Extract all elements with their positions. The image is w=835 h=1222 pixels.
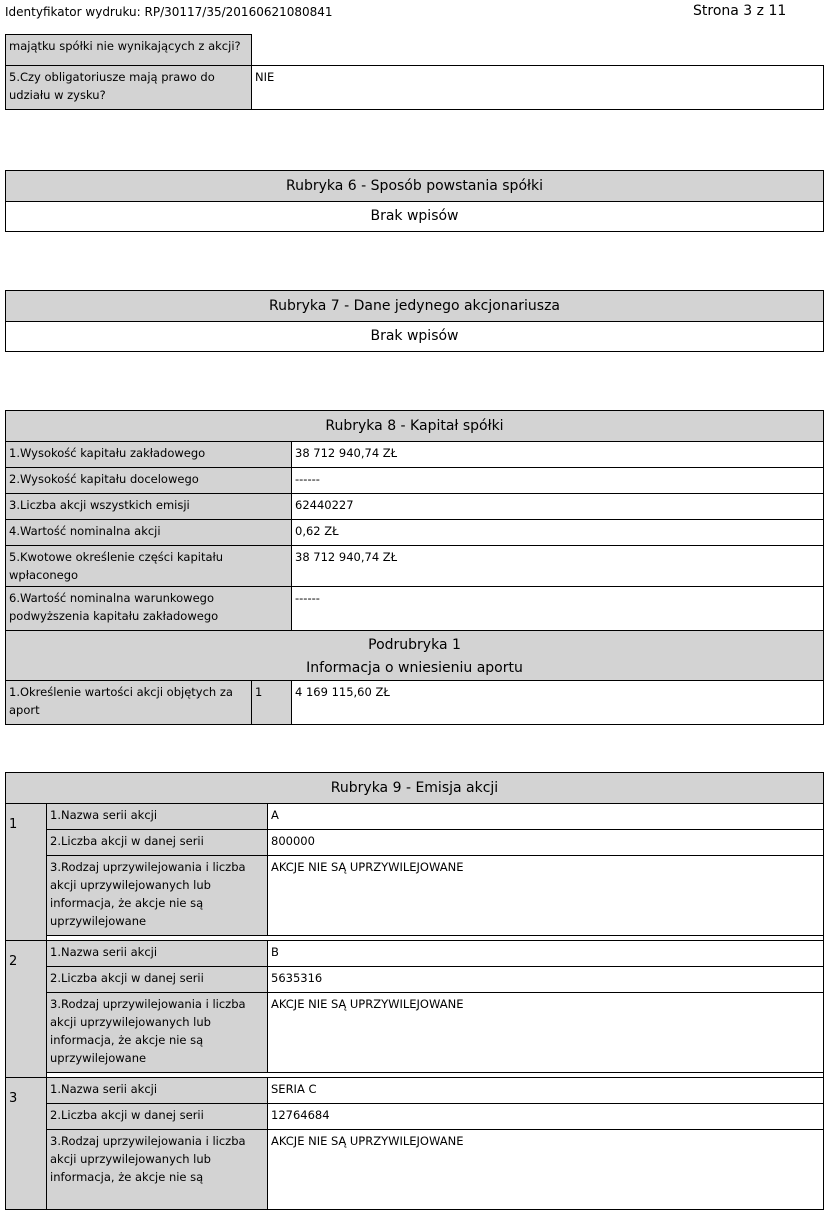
rubryka-7-table — [5, 290, 824, 352]
row-label: 2.Liczba akcji w danej serii — [47, 830, 268, 856]
row-value: 4 169 115,60 ZŁ — [292, 681, 824, 725]
row-label: 2.Liczba akcji w danej serii — [47, 1104, 268, 1130]
subsection-title — [6, 631, 824, 681]
row-value: AKCJE NIE SĄ UPRZYWILEJOWANE — [268, 993, 824, 1073]
bonds-table — [5, 34, 824, 110]
row-value: SERIA C — [268, 1078, 824, 1104]
row-value: 12764684 — [268, 1104, 824, 1130]
row-value: AKCJE NIE SĄ UPRZYWILEJOWANE — [268, 856, 824, 936]
row-label: 1.Nazwa serii akcji — [47, 804, 268, 830]
row-value: ------ — [292, 468, 824, 494]
subsection-title-line-1: Podrubryka 1 — [368, 637, 461, 653]
rubryka-8-table — [5, 410, 824, 725]
row-value: A — [268, 804, 824, 830]
series-number: 3 — [6, 1078, 47, 1210]
print-identifier: Identyfikator wydruku: RP/30117/35/20160621080841 — [5, 5, 333, 19]
row-value — [252, 35, 824, 66]
row-label: 1.Nazwa serii akcji — [47, 941, 268, 967]
row-label: 3.Rodzaj uprzywilejowania i liczba akcji uprzywilejowanych lub informacja, że akcje nie są uprzywilejowane — [47, 856, 268, 936]
subsection-title-line-2: Informacja o wniesieniu aportu — [306, 660, 523, 676]
row-label: 5.Czy obligatoriusze mają prawo do udziału w zysku? — [6, 66, 252, 110]
row-value: 5635316 — [268, 967, 824, 993]
series-number: 2 — [6, 941, 47, 1078]
row-value: NIE — [252, 66, 824, 110]
section-title: Rubryka 6 - Sposób powstania spółki — [6, 171, 824, 202]
section-title: Rubryka 7 - Dane jedynego akcjonariusza — [6, 291, 824, 322]
row-label: 3.Liczba akcji wszystkich emisji — [6, 494, 292, 520]
row-label: majątku spółki nie wynikających z akcji? — [6, 35, 252, 66]
row-value: ------ — [292, 587, 824, 631]
row-value: 62440227 — [292, 494, 824, 520]
row-label: 6.Wartość nominalna warunkowego podwyższenia kapitału zakładowego — [6, 587, 292, 631]
row-label: 1.Określenie wartości akcji objętych za aport — [6, 681, 252, 725]
row-label: 1.Nazwa serii akcji — [47, 1078, 268, 1104]
page-number: Strona 3 z 11 — [693, 3, 787, 19]
row-label: 1.Wysokość kapitału zakładowego — [6, 442, 292, 468]
row-label: 4.Wartość nominalna akcji — [6, 520, 292, 546]
row-value: 800000 — [268, 830, 824, 856]
row-value: 0,62 ZŁ — [292, 520, 824, 546]
row-label: 2.Liczba akcji w danej serii — [47, 967, 268, 993]
row-label: 3.Rodzaj uprzywilejowania i liczba akcji uprzywilejowanych lub informacja, że akcje nie są — [47, 1130, 268, 1210]
rubryka-9-table — [5, 772, 824, 1210]
row-label: 5.Kwotowe określenie części kapitału wpłaconego — [6, 546, 292, 587]
rubryka-6-table — [5, 170, 824, 232]
row-value: B — [268, 941, 824, 967]
no-entries-text: Brak wpisów — [6, 202, 824, 232]
series-number: 1 — [6, 804, 47, 941]
no-entries-text: Brak wpisów — [6, 322, 824, 352]
section-title: Rubryka 8 - Kapitał spółki — [6, 411, 824, 442]
row-value: AKCJE NIE SĄ UPRZYWILEJOWANE — [268, 1130, 824, 1210]
row-index: 1 — [252, 681, 292, 725]
row-label: 2.Wysokość kapitału docelowego — [6, 468, 292, 494]
row-value: 38 712 940,74 ZŁ — [292, 546, 824, 587]
row-label: 3.Rodzaj uprzywilejowania i liczba akcji uprzywilejowanych lub informacja, że akcje nie są uprzywilejowane — [47, 993, 268, 1073]
row-value: 38 712 940,74 ZŁ — [292, 442, 824, 468]
section-title: Rubryka 9 - Emisja akcji — [6, 773, 824, 804]
